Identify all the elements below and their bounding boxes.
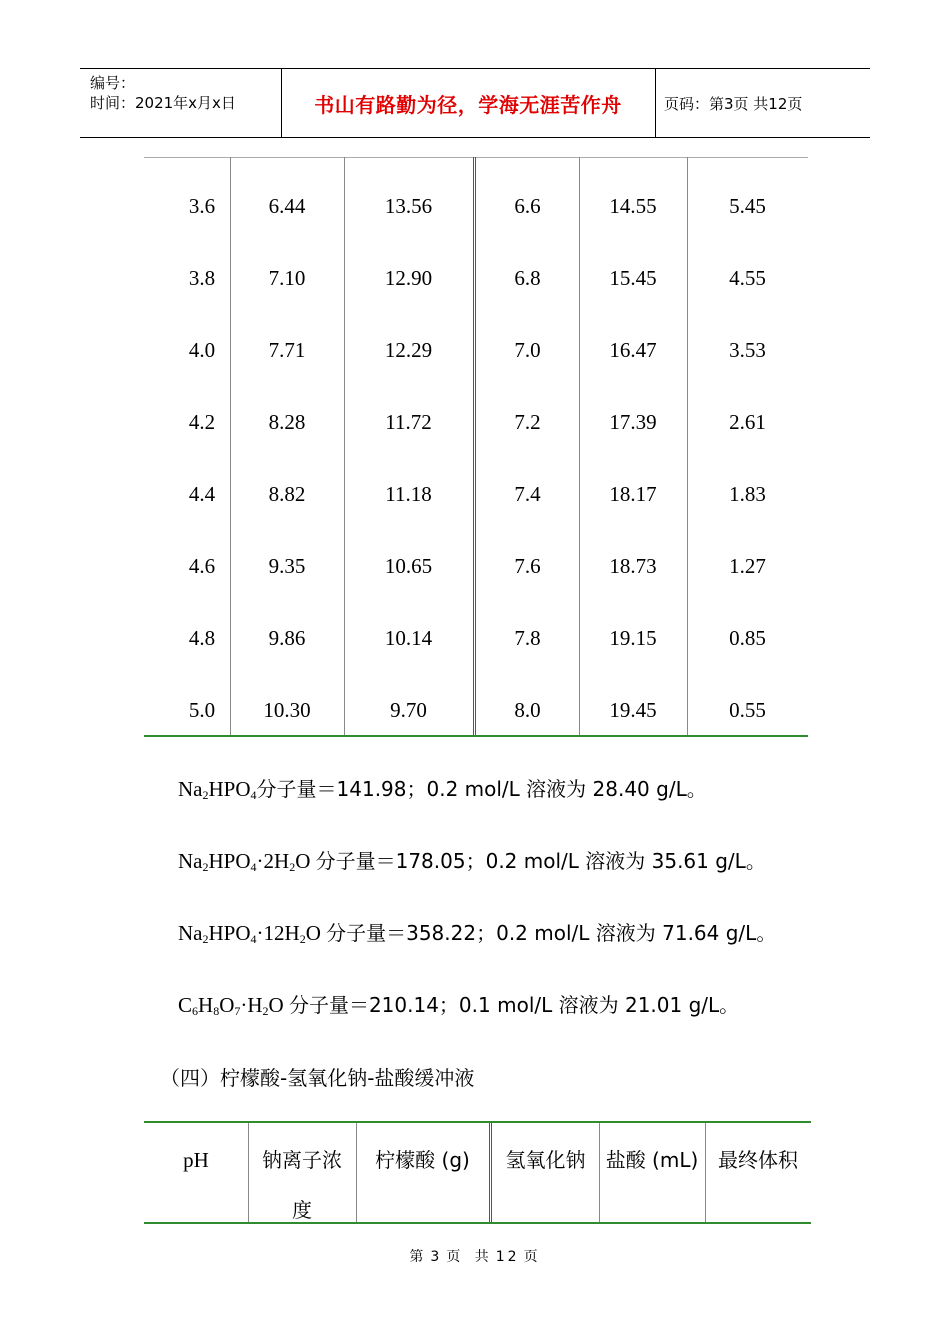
table-cell: 11.18: [385, 482, 432, 506]
table-cell: 13.56: [384, 194, 433, 218]
footer-label: 共: [474, 1249, 492, 1265]
table-cell: 4.4: [188, 482, 216, 506]
table-cell: 3.6: [188, 194, 216, 218]
table-cell: 16.47: [609, 338, 657, 362]
table-cell: 17.39: [609, 410, 657, 434]
table-cell: 7.2: [514, 410, 541, 434]
table-cell: 9.35: [268, 554, 306, 578]
table-cell: 11.72: [385, 410, 432, 434]
table-cell: 18.17: [609, 482, 657, 506]
header-motto: 书山有路勤为径，学海无涯苦作舟: [314, 92, 622, 117]
table-cell: 12.29: [384, 338, 433, 362]
mw-text: 分子量＝210.14；0.1 mol/L 溶液为 21.01 g/L。: [288, 993, 740, 1017]
header-sodium-hydroxide: 氢氧化钠: [505, 1148, 586, 1172]
header-divider: [655, 69, 656, 137]
table-cell: 9.86: [268, 626, 306, 650]
table-cell: 6.44: [268, 194, 306, 218]
header-page-info: 页码：第3页 共12页: [664, 95, 803, 113]
header-hydrochloric-acid: 盐酸 (mL): [605, 1148, 699, 1172]
molecular-weight-line-3: $Na_2HPO_4\cdot 12H_2O$ 分子量＝358.22；0.2 mol/L 溶液为 71.64 g/L。: [178, 921, 777, 946]
table-row: [144, 623, 808, 653]
table-top-border: [144, 157, 808, 158]
footer-page-number: 3: [430, 1249, 443, 1265]
table-cell: 3.8: [188, 266, 216, 290]
table-cell: 7.6: [514, 554, 541, 578]
table-cell: 1.83: [729, 482, 766, 506]
header-date: 时间：2021年x月x日: [90, 94, 236, 112]
header-meta: [90, 73, 236, 113]
header-ph: pH: [183, 1148, 209, 1172]
table-row: [144, 551, 808, 581]
table-row: [144, 335, 808, 365]
table-cell: 6.8: [514, 266, 541, 290]
table-row: [144, 407, 808, 437]
table-cell: 18.73: [609, 554, 657, 578]
table-cell: 0.85: [729, 626, 766, 650]
table-cell: 5.0: [188, 698, 216, 722]
table-cell: 7.0: [514, 338, 541, 362]
citrate-buffer-table-header: [144, 1121, 811, 1224]
table-cell: 6.6: [514, 194, 541, 218]
header-sodium-line2: 度: [292, 1198, 312, 1222]
section-heading: （四）柠檬酸-氢氧化钠-盐酸缓冲液: [160, 1066, 475, 1090]
molecular-weight-line-2: $Na_2HPO_4\cdot 2H_2O$ 分子量＝178.05；0.2 mol/L 溶液为 35.61 g/L。: [178, 849, 766, 874]
molecular-weight-line-1: $Na_2HPO_4$分子量＝141.98；0.2 mol/L 溶液为 28.40 g/L。: [178, 777, 707, 802]
table-cell: 8.0: [514, 698, 541, 722]
molecular-weight-line-4: $C_6H_8O_7\cdot H_2O$ 分子量＝210.14；0.1 mol/L 溶液为 21.01 g/L。: [178, 993, 740, 1018]
table-cell: 2.61: [729, 410, 766, 434]
table-cell: 10.30: [263, 698, 311, 722]
table-cell: 8.82: [268, 482, 306, 506]
table-bottom-border: [144, 735, 808, 737]
table-cell: 7.8: [514, 626, 541, 650]
table-cell: 4.6: [188, 554, 216, 578]
buffer-table-continued: [144, 157, 808, 737]
table-cell: 8.28: [268, 410, 306, 434]
table-cell: 10.14: [384, 626, 433, 650]
table-cell: 12.90: [384, 266, 433, 290]
table-row: [144, 479, 808, 509]
table-cell: 4.0: [188, 338, 216, 362]
table-cell: 15.45: [609, 266, 657, 290]
table-cell: 7.71: [268, 338, 306, 362]
header-citric-acid: 柠檬酸 (g): [375, 1148, 470, 1172]
table-cell: 10.65: [384, 554, 433, 578]
table-row: [144, 695, 808, 725]
table-cell: 1.27: [729, 554, 766, 578]
header-number-label: 编号：: [90, 74, 136, 92]
table-bottom-border: [144, 1222, 811, 1224]
table-cell: 0.55: [729, 698, 766, 722]
header-sodium-concentration: [248, 1135, 356, 1235]
footer-label: 页: [446, 1249, 464, 1265]
table-cell: 7.4: [514, 482, 541, 506]
table-row: [144, 263, 808, 293]
footer-label: 页: [523, 1249, 541, 1265]
table-row: [144, 191, 808, 221]
table-cell: 7.10: [268, 266, 306, 290]
table-cell: 9.70: [390, 698, 427, 722]
table-cell: 4.8: [188, 626, 216, 650]
page-footer: [0, 1246, 950, 1266]
header-final-volume: 最终体积: [718, 1148, 798, 1172]
mw-text: 分子量＝178.05；0.2 mol/L 溶液为 35.61 g/L。: [315, 849, 766, 873]
table-cell: 5.45: [729, 194, 766, 218]
footer-label: 第: [409, 1249, 427, 1265]
footer-total-pages: 12: [495, 1249, 520, 1265]
table-cell: 4.2: [188, 410, 216, 434]
mw-text: 分子量＝141.98；0.2 mol/L 溶液为 28.40 g/L。: [256, 777, 707, 801]
table-cell: 14.55: [609, 194, 657, 218]
mw-text: 分子量＝358.22；0.2 mol/L 溶液为 71.64 g/L。: [326, 921, 777, 945]
page-header: [80, 68, 870, 138]
table-cell: 19.45: [609, 698, 657, 722]
table-top-border: [144, 1121, 811, 1123]
header-sodium-line1: 钠离子浓: [262, 1148, 342, 1172]
table-cell: 3.53: [729, 338, 766, 362]
table-cell: 4.55: [729, 266, 766, 290]
table-cell: 19.15: [609, 626, 657, 650]
